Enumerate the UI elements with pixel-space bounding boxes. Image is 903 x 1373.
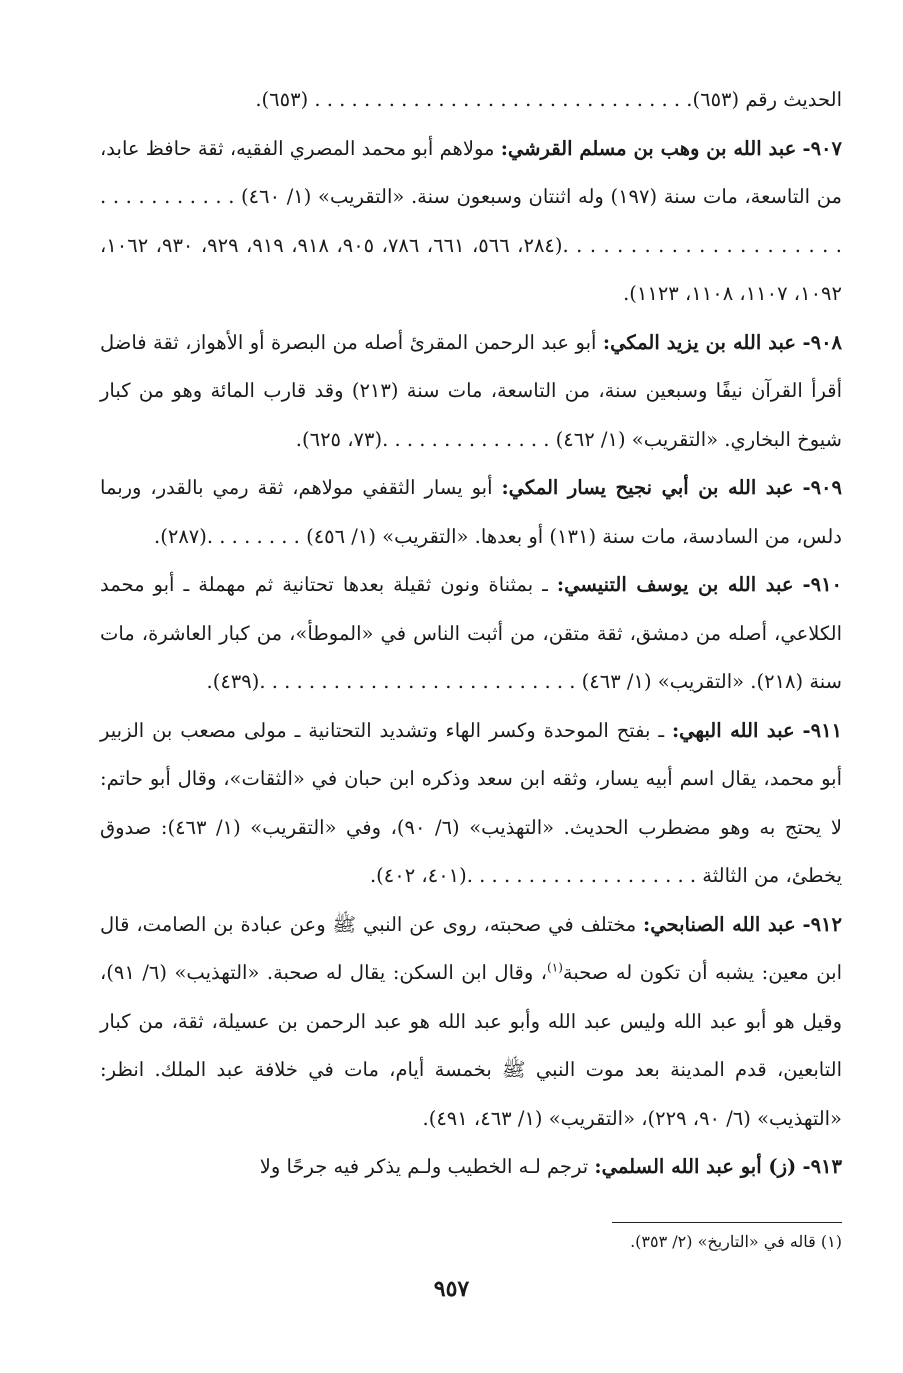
entry-909 [100,464,842,561]
entry-number: ٩٠٧- [802,136,842,160]
entry-912 [100,901,842,1144]
entry-910 [100,561,842,707]
entry-name: عبد الله بن وهب بن مسلم القرشي: [500,136,797,160]
entry-text: مختلف في صحبته، روى عن النبي ﷺ وعن عبادة بن الصامت، قال ابن معين: يشبه أن تكون له صحبة [100,912,842,984]
entry-number: ٩١٢- [802,912,842,936]
entry-text: أبو عبد الرحمن المقرئ أصله من البصرة أو الأهواز، ثقة فاضل أقرأ القرآن نيفًا وسبعين سنة، من التاسعة، مات سنة (٢١٣) وقد قارب المائة وهو من كبار شيوخ البخاري. «التقريب» (١/ ٤٦٢) . . . . . . . . . . . . . .(٧٣، ٦٢٥). [100,330,842,451]
entry-text: مولاهم أبو محمد المصري الفقيه، ثقة حافظ عابد، من التاسعة، مات سنة (١٩٧) وله اثنتان وسبعون سنة. «التقريب» (١/ ٤٦٠) . . . . . . . . . . . . . . . . . . . . . . . . . . . . . . . .(٢٨٤، ٥٦٦، ٦٦١، ٧٨٦، ٩٠٥، ٩١٨، ٩١٩، ٩٢٩، ٩٣٠، ١٠٦٢، ١٠٩٢، ١١٠٧، ١١٠٨، ١١٢٣). [100,136,842,305]
page-number: ٩٥٧ [433,1276,470,1302]
footnote: (١) قاله في «التاريخ» (٢/ ٣٥٣). [630,1232,842,1251]
entry-name: (ز) أبو عبد الله السلمي: [594,1155,797,1178]
page-body [100,76,842,1192]
entry-number: ٩١٠- [802,573,843,596]
entry-911 [100,707,842,901]
entry-text: ـ بمثناة ونون ثقيلة بعدها تحتانية ثم مهملة ـ أبو محمد الكلاعي، أصله من دمشق، ثقة متقن، من أثبت الناس في «الموطأ»، من كبار العاشرة، مات سنة (٢١٨). «التقريب» (١/ ٤٦٣) . . . . . . . . . . . . . . . . . . . . . . . . . .(٤٣٩). [100,573,842,693]
entry-text: ـ بفتح الموحدة وكسر الهاء وتشديد التحتانية ـ مولى مصعب بن الزبير أبو محمد، يقال اسم أبيه يسار، وثقه ابن سعد وذكره ابن حبان في «الثقات»، وقال أبو حاتم: لا يحتج به وهو مضطرب الحديث. «التهذيب» (٦/ ٩٠)، وفي «التقريب» (١/ ٤٦٣): صدوق يخطئ، من الثالثة . . . . . . . . . . . . . . . . . . .(٤٠١، ٤٠٢). [100,718,842,887]
footnote-ref[interactable]: (١) [547,960,563,975]
entry-name: عبد الله بن يوسف التنيسي: [556,573,794,596]
entry-text: أبو يسار الثقفي مولاهم، ثقة رمي بالقدر، وربما دلس، من السادسة، مات سنة (١٣١) أو بعدها. «التقريب» (١/ ٤٥٦) . . . . . . . .(٢٨٧). [100,476,842,548]
entry-text: ترجم لـه الخطيب ولـم يذكر فيه جرحًا ولا [259,1155,589,1178]
entry-text: ، وقال ابن السكن: يقال له صحبة. «التهذيب» (٦/ ٩١)، وقيل هو أبو عبد الله وليس عبد الله وأبو عبد الله هو عبد الرحمن بن عسيلة، ثقة، من كبار التابعين، قدم المدينة بعد موت النبي ﷺ بخمسة أيام، مات في خلافة عبد الملك. انظر: «التهذيب» (٦/ ٩٠، ٢٢٩)، «التقريب» (١/ ٤٦٣، ٤٩١). [100,961,842,1130]
entry-name: عبد الله بن يزيد المكي: [602,330,797,354]
entry-number: ٩٠٨- [802,330,843,354]
footnote-divider [612,1222,842,1223]
continuation-line: الحديث رقم (٦٥٣). . . . . . . . . . . . . . . . . . . . . . . . . . . . . . . (٦٥٣). [255,88,842,111]
entry-907 [100,125,842,319]
entry-name: عبد الله الصنابحي: [643,912,796,936]
entry-913 [100,1143,842,1192]
entry-name: عبد الله بن أبي نجيح يسار المكي: [501,476,794,499]
entry-number: ٩٠٩- [802,476,842,499]
entry-908 [100,319,842,465]
entry-name: عبد الله البهي: [671,718,795,742]
entry-number: ٩١١- [802,718,843,742]
entry-number: ٩١٣- [802,1155,842,1178]
